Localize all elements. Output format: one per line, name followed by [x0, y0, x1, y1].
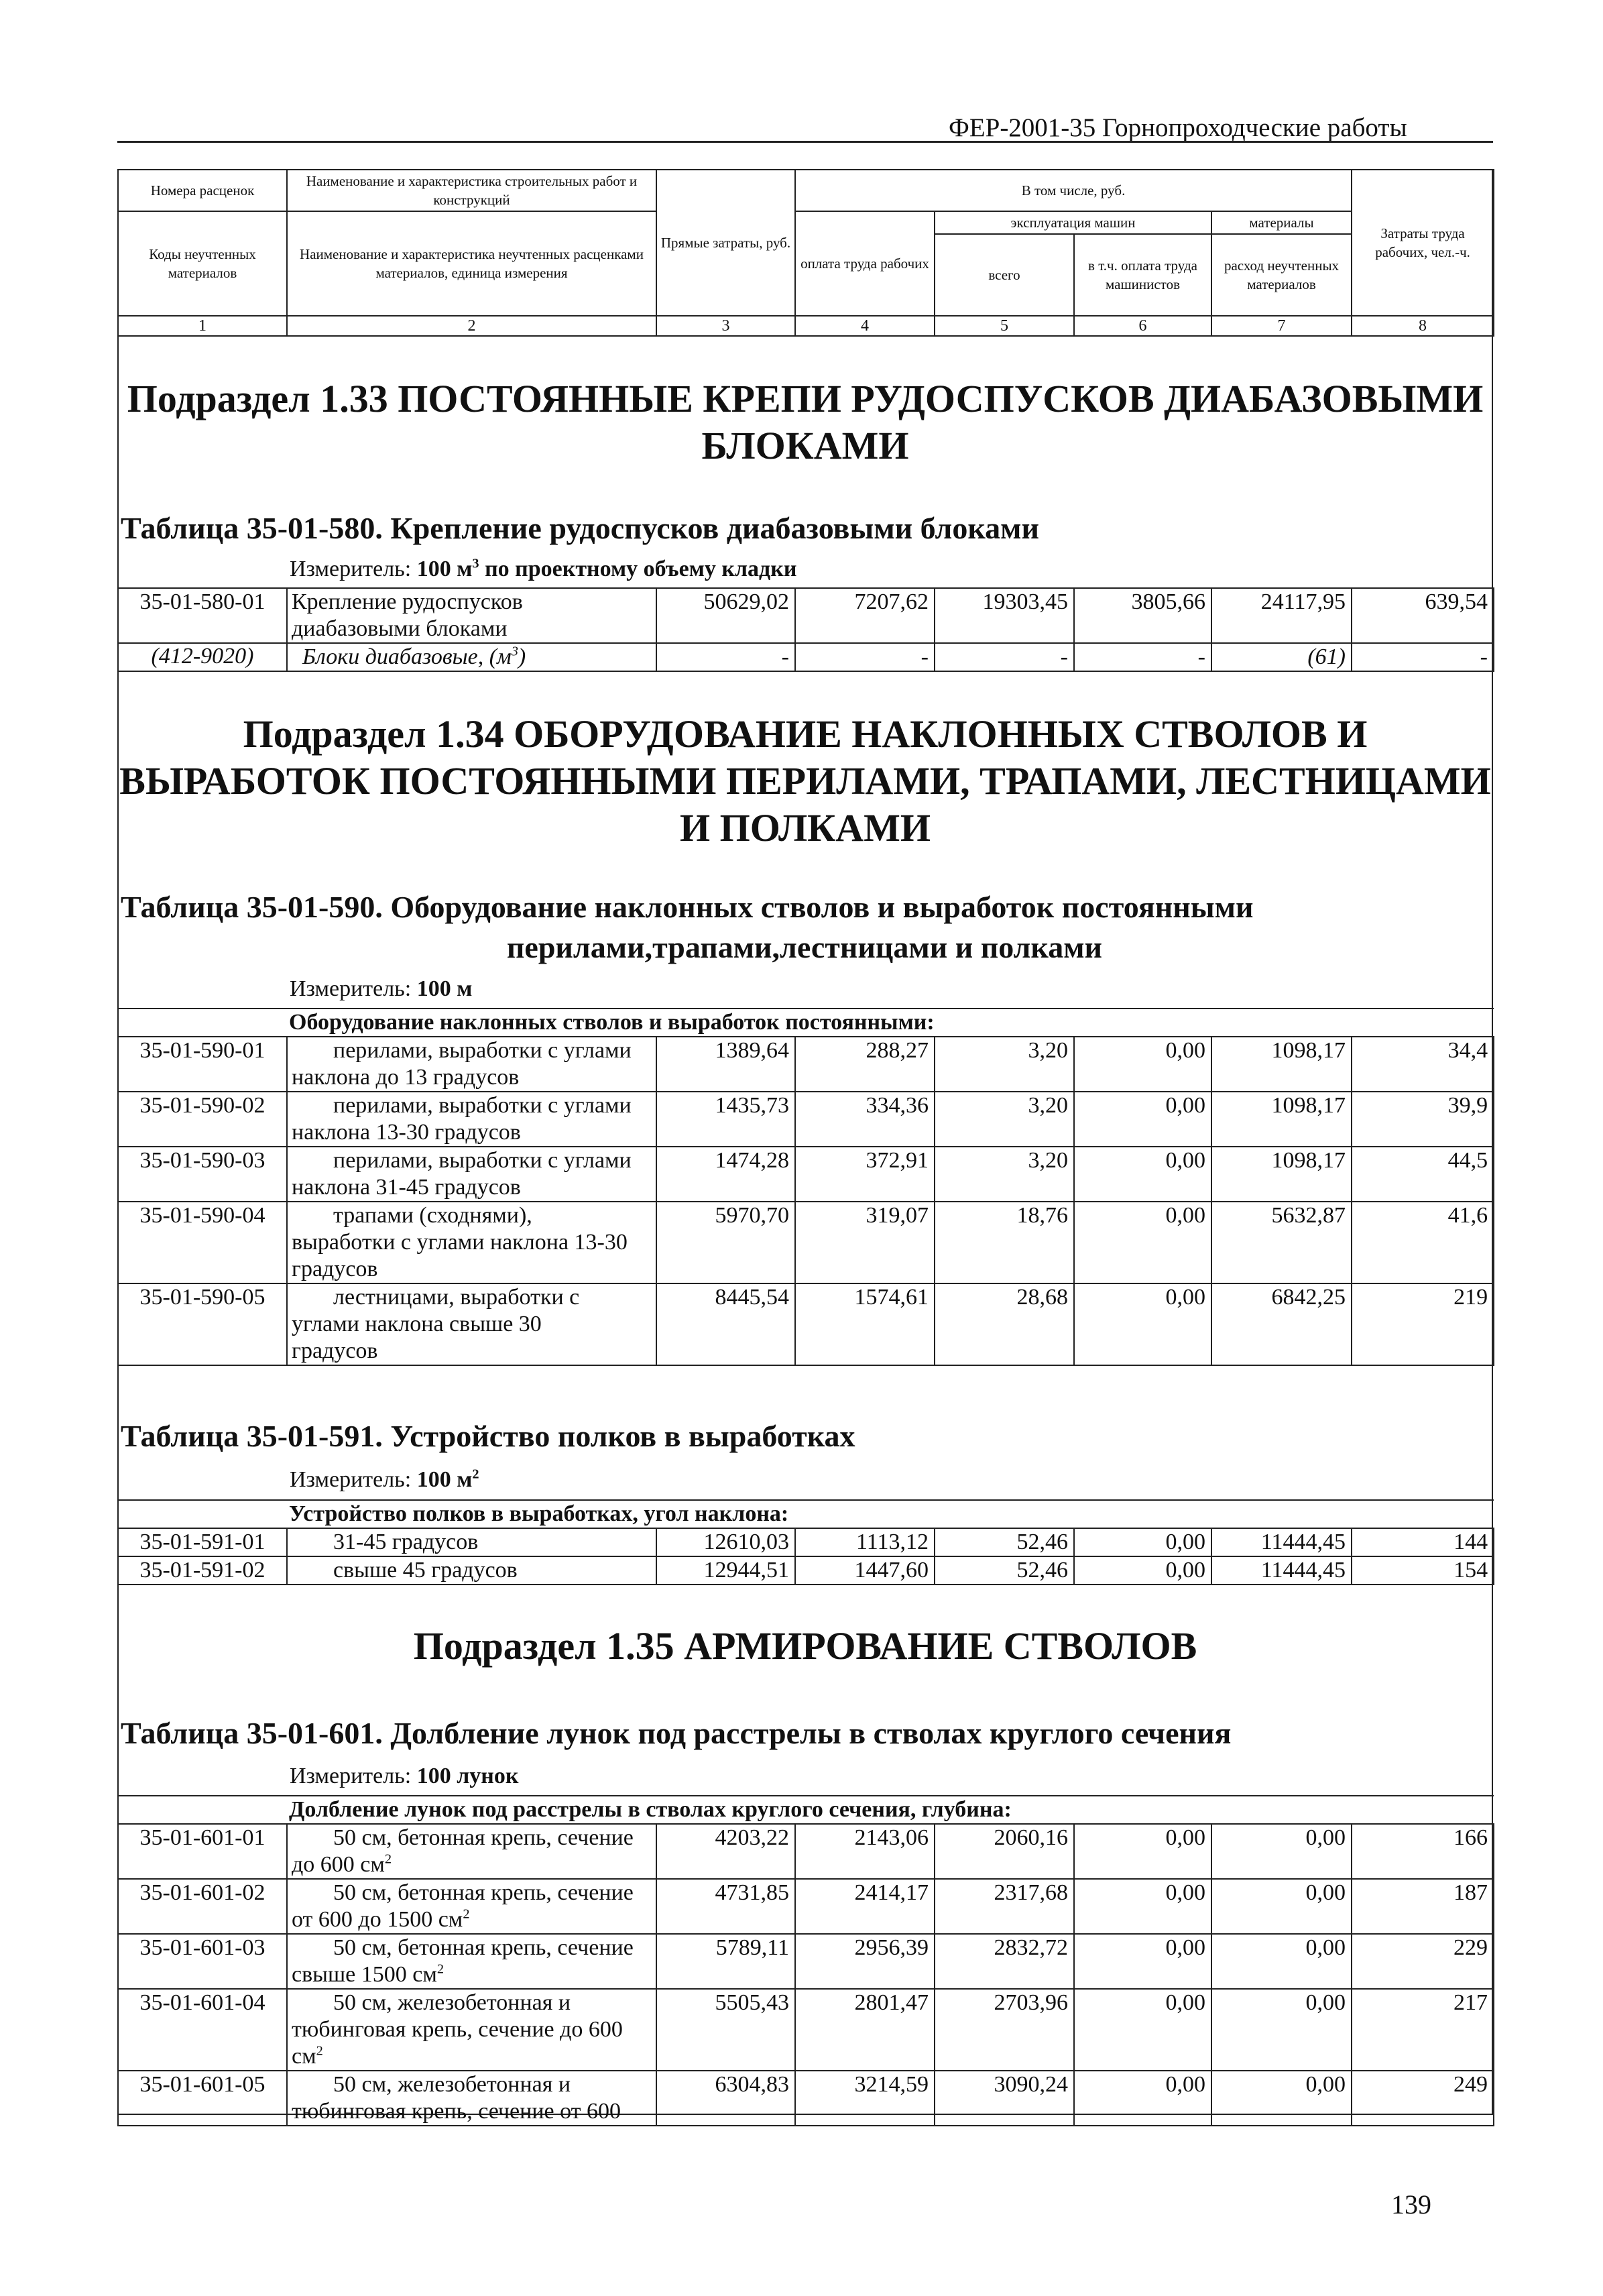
row-machines-total: 2060,16 [935, 1824, 1074, 1879]
table-601 [117, 1795, 1494, 2126]
header-col2-top: Наименование и характеристика строительных работ и конструкций [287, 170, 656, 211]
table-580 [117, 587, 1494, 644]
row-labor-hours: 219 [1352, 1283, 1494, 1365]
header-group-materials: материалы [1211, 211, 1352, 234]
row-code: 35-01-601-05 [118, 2071, 287, 2126]
row-machines-total: 3,20 [935, 1092, 1074, 1147]
row-materials: 1098,17 [1211, 1037, 1352, 1092]
table-row [118, 1283, 1494, 1365]
row-materials: 6842,25 [1211, 1283, 1352, 1365]
header-col1-top: Номера расценок [118, 170, 287, 211]
table-580-material [117, 642, 1494, 672]
page-header: ФЕР-2001-35 Горнопроходческие работы [949, 113, 1407, 142]
group-row [118, 1500, 1494, 1528]
row-direct-costs: 5789,11 [656, 1934, 795, 1989]
table-row [118, 1934, 1494, 1989]
row-labor-pay: 1574,61 [795, 1283, 935, 1365]
row-machines-total: 28,68 [935, 1283, 1074, 1365]
row-labor-pay: 3214,59 [795, 2071, 935, 2126]
row-machines-total: 2317,68 [935, 1879, 1074, 1934]
row-code: 35-01-591-02 [118, 1556, 287, 1585]
row-labor-pay: 288,27 [795, 1037, 935, 1092]
col-number: 8 [1352, 316, 1494, 336]
row-machinist-pay: 0,00 [1074, 1556, 1211, 1585]
row-direct-costs: 6304,83 [656, 2071, 795, 2126]
col-number: 4 [795, 316, 935, 336]
table-row [118, 1202, 1494, 1283]
row-machines-total: 3,20 [935, 1147, 1074, 1202]
row-machinist-pay: 0,00 [1074, 1202, 1211, 1283]
row-code: 35-01-590-03 [118, 1147, 287, 1202]
row-code: 35-01-590-02 [118, 1092, 287, 1147]
row-name: 31-45 градусов [287, 1528, 656, 1556]
row-direct-costs: 4203,22 [656, 1824, 795, 1879]
row-direct-costs: 12610,03 [656, 1528, 795, 1556]
col-number: 1 [118, 316, 287, 336]
row-code: 35-01-601-03 [118, 1934, 287, 1989]
material-name: Блоки диабазовые, $(м^3)$ [287, 643, 656, 671]
row-code: 35-01-601-01 [118, 1824, 287, 1879]
measure-580: Измеритель: 100 $м^3$ по проектному объему кладки [290, 556, 797, 581]
row-machines-total: 2832,72 [935, 1934, 1074, 1989]
row-code: 35-01-591-01 [118, 1528, 287, 1556]
row-labor-pay: 2956,39 [795, 1934, 935, 1989]
row-code: 35-01-580-01 [118, 588, 287, 643]
row-machines-total: 18,76 [935, 1202, 1074, 1283]
table-row [118, 1824, 1494, 1879]
row-materials: 24117,95 [1211, 588, 1352, 643]
row-labor-pay: 1447,60 [795, 1556, 935, 1585]
table-row [118, 2071, 1494, 2126]
row-labor-hours: 249 [1352, 2071, 1494, 2126]
row-materials: 1098,17 [1211, 1092, 1352, 1147]
header-col1-bottom: Коды неучтенных материалов [118, 211, 287, 316]
row-direct-costs: 1435,73 [656, 1092, 795, 1147]
row-direct-costs: 1389,64 [656, 1037, 795, 1092]
row-labor-pay: 2801,47 [795, 1989, 935, 2071]
row-name: свыше 45 градусов [287, 1556, 656, 1585]
row-labor-pay: 2143,06 [795, 1824, 935, 1879]
row-direct-costs: 4731,85 [656, 1879, 795, 1934]
row-machinist-pay: 0,00 [1074, 1989, 1211, 2071]
measure-591: Измеритель: 100 $м^2$ [290, 1467, 479, 1492]
row-machines-total: 52,46 [935, 1528, 1074, 1556]
row-name: 50 см, железобетонная и тюбинговая крепь, сечение до 600 $см^2$ [287, 1989, 656, 2071]
section-title-1-34: Подраздел 1.34 ОБОРУДОВАНИЕ НАКЛОННЫХ СТВОЛОВ И ВЫРАБОТОК ПОСТОЯННЫМИ ПЕРИЛАМИ, ТРАПАМИ, ЛЕСТНИЦАМИ И ПОЛКАМИ [119, 712, 1491, 850]
row-labor-hours: 41,6 [1352, 1202, 1494, 1283]
table-row [118, 588, 1494, 643]
row-labor-hours: 154 [1352, 1556, 1494, 1585]
row-name: перилами, выработки с углами наклона 31-45 градусов [287, 1147, 656, 1202]
row-machinist-pay: 0,00 [1074, 1528, 1211, 1556]
group-label: Долбление лунок под расстрелы в стволах круглого сечения, глубина: [118, 1796, 1494, 1824]
group-row [118, 1009, 1494, 1037]
material-c3: - [656, 643, 795, 671]
row-labor-pay: 1113,12 [795, 1528, 935, 1556]
row-materials: 5632,87 [1211, 1202, 1352, 1283]
table-row [118, 1879, 1494, 1934]
row-code: 35-01-601-04 [118, 1989, 287, 2071]
row-materials: 0,00 [1211, 2071, 1352, 2126]
row-direct-costs: 5505,43 [656, 1989, 795, 2071]
table-title-580: Таблица 35-01-580. Крепление рудоспусков диабазовыми блоками [121, 511, 1039, 545]
row-labor-hours: 144 [1352, 1528, 1494, 1556]
table-row [118, 1092, 1494, 1147]
row-machines-total: 2703,96 [935, 1989, 1074, 2071]
row-code: 35-01-590-01 [118, 1037, 287, 1092]
header-col3: Прямые затраты, руб. [656, 170, 795, 316]
row-direct-costs: 12944,51 [656, 1556, 795, 1585]
header-col8: Затраты труда рабочих, чел.-ч. [1352, 170, 1494, 316]
row-machines-total: 3,20 [935, 1037, 1074, 1092]
measure-601: Измеритель: 100 лунок [290, 1764, 519, 1788]
row-machinist-pay: 0,00 [1074, 1934, 1211, 1989]
row-machinist-pay: 0,00 [1074, 1824, 1211, 1879]
table-row [118, 1989, 1494, 2071]
row-materials: 11444,45 [1211, 1556, 1352, 1585]
row-labor-hours: 166 [1352, 1824, 1494, 1879]
row-labor-pay: 319,07 [795, 1202, 935, 1283]
row-machines-total: 52,46 [935, 1556, 1074, 1585]
row-name: 50 см, бетонная крепь, сечение от 600 до 1500 $см^2$ [287, 1879, 656, 1934]
row-labor-pay: 372,91 [795, 1147, 935, 1202]
header-col7: расход неучтенных материалов [1211, 234, 1352, 316]
header-col5: всего [935, 234, 1074, 316]
section-title-1-33: Подраздел 1.33 ПОСТОЯННЫЕ КРЕПИ РУДОСПУСКОВ ДИАБАЗОВЫМИ БЛОКАМИ [127, 377, 1484, 467]
row-machinist-pay: 0,00 [1074, 1147, 1211, 1202]
group-label: Устройство полков в выработках, угол наклона: [118, 1500, 1494, 1528]
row-name: 50 см, бетонная крепь, сечение свыше 1500 $см^2$ [287, 1934, 656, 1989]
row-name: лестницами, выработки с углами наклона свыше 30 градусов [287, 1283, 656, 1365]
row-materials: 0,00 [1211, 1934, 1352, 1989]
row-labor-hours: 34,4 [1352, 1037, 1494, 1092]
col-number: 2 [287, 316, 656, 336]
material-c6: - [1074, 643, 1211, 671]
row-materials: 0,00 [1211, 1824, 1352, 1879]
row-machinist-pay: 0,00 [1074, 1092, 1211, 1147]
row-materials: 0,00 [1211, 1989, 1352, 2071]
row-labor-hours: 217 [1352, 1989, 1494, 2071]
col-number: 6 [1074, 316, 1211, 336]
row-direct-costs: 50629,02 [656, 588, 795, 643]
row-direct-costs: 8445,54 [656, 1283, 795, 1365]
table-590 [117, 1008, 1494, 1366]
row-labor-pay: 2414,17 [795, 1879, 935, 1934]
material-c4: - [795, 643, 935, 671]
row-direct-costs: 5970,70 [656, 1202, 795, 1283]
row-name: перилами, выработки с углами наклона 13-30 градусов [287, 1092, 656, 1147]
row-labor-hours: 187 [1352, 1879, 1494, 1934]
row-code: 35-01-590-05 [118, 1283, 287, 1365]
row-code: 35-01-601-02 [118, 1879, 287, 1934]
row-name: перилами, выработки с углами наклона до 13 градусов [287, 1037, 656, 1092]
row-machinist-pay: 0,00 [1074, 2071, 1211, 2126]
material-c5: - [935, 643, 1074, 671]
row-name: 50 см, железобетонная и тюбинговая крепь, сечение от 600 [287, 2071, 656, 2126]
table-title-590: Таблица 35-01-590. Оборудование наклонных стволов и выработок постоянными перилами,трапами,лестницами и полками [121, 890, 1254, 964]
header-group-top: В том числе, руб. [795, 170, 1352, 211]
page-number: 139 [1391, 2189, 1431, 2220]
header-group-machines: эксплуатация машин [935, 211, 1211, 234]
group-label: Оборудование наклонных стволов и выработок постоянными: [118, 1009, 1494, 1037]
table-row [118, 1037, 1494, 1092]
row-materials: 11444,45 [1211, 1528, 1352, 1556]
group-row [118, 1796, 1494, 1824]
col-number: 5 [935, 316, 1074, 336]
table-title-601: Таблица 35-01-601. Долбление лунок под расстрелы в стволах круглого сечения [121, 1716, 1232, 1750]
table-row [118, 1147, 1494, 1202]
row-labor-hours: 39,9 [1352, 1092, 1494, 1147]
row-labor-hours: 639,54 [1352, 588, 1494, 643]
col-number: 7 [1211, 316, 1352, 336]
row-direct-costs: 1474,28 [656, 1147, 795, 1202]
material-code: (412-9020) [118, 643, 287, 671]
row-name: 50 см, бетонная крепь, сечение до 600 $см^2$ [287, 1824, 656, 1879]
material-c7: (61) [1211, 643, 1352, 671]
row-code: 35-01-590-04 [118, 1202, 287, 1283]
header-col2-bottom: Наименование и характеристика неучтенных расценками материалов, единица измерения [287, 211, 656, 316]
table-row [118, 1556, 1494, 1585]
row-materials: 1098,17 [1211, 1147, 1352, 1202]
row-machinist-pay: 0,00 [1074, 1037, 1211, 1092]
row-labor-hours: 44,5 [1352, 1147, 1494, 1202]
measure-label: Измеритель: [290, 557, 412, 581]
row-name: трапами (сходнями), выработки с углами наклона 13-30 градусов [287, 1202, 656, 1283]
row-name: Крепление рудоспусков диабазовыми блоками [287, 588, 656, 643]
header-col4: оплата труда рабочих [795, 211, 935, 316]
col-number: 3 [656, 316, 795, 336]
table-591 [117, 1499, 1494, 1585]
row-materials: 0,00 [1211, 1879, 1352, 1934]
material-row [118, 643, 1494, 671]
material-c8: - [1352, 643, 1494, 671]
row-machines-total: 3090,24 [935, 2071, 1074, 2126]
row-machines-total: 19303,45 [935, 588, 1074, 643]
row-labor-pay: 7207,62 [795, 588, 935, 643]
row-machinist-pay: 0,00 [1074, 1879, 1211, 1934]
header-col6: в т.ч. оплата труда машинистов [1074, 234, 1211, 316]
row-machinist-pay: 0,00 [1074, 1283, 1211, 1365]
table-row [118, 1528, 1494, 1556]
measure-590: Измеритель: 100 м [290, 976, 473, 1001]
row-labor-hours: 229 [1352, 1934, 1494, 1989]
row-machinist-pay: 3805,66 [1074, 588, 1211, 643]
table-title-591: Таблица 35-01-591. Устройство полков в выработках [121, 1419, 855, 1453]
header-rule [117, 141, 1493, 143]
column-header-table [117, 169, 1494, 337]
section-title-1-35: Подраздел 1.35 АРМИРОВАНИЕ СТВОЛОВ [413, 1624, 1197, 1668]
row-labor-pay: 334,36 [795, 1092, 935, 1147]
